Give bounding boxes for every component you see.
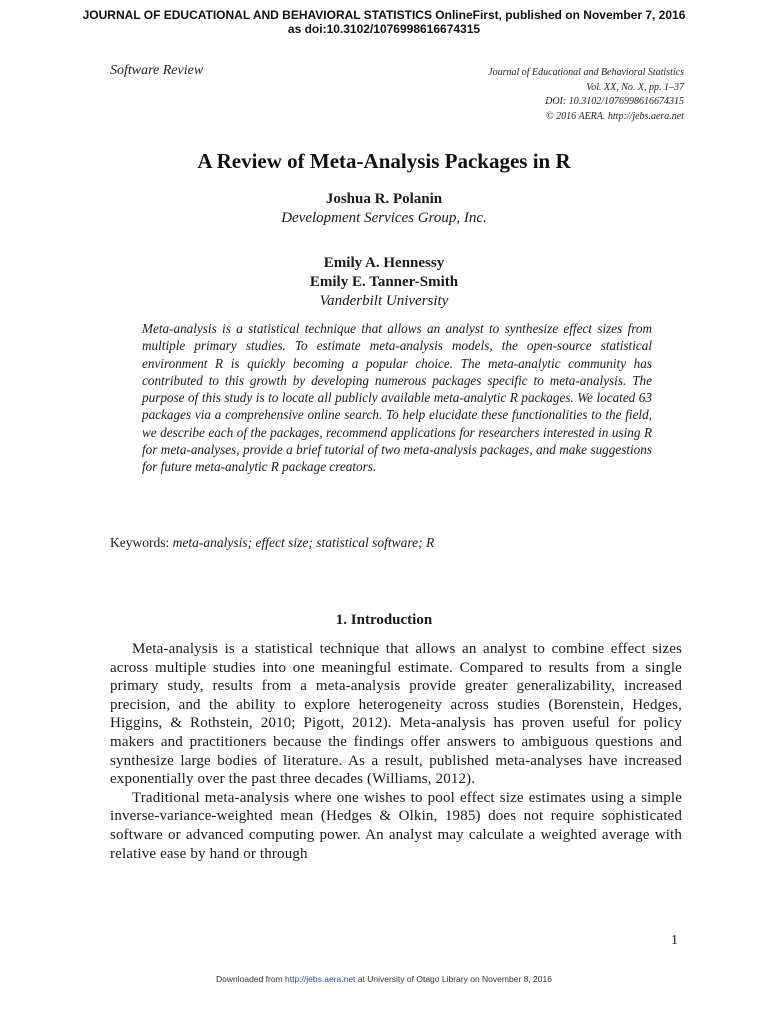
keywords	[110, 535, 670, 551]
author-name: Emily E. Tanner-Smith	[309, 274, 459, 290]
journal-copyright: © 2016 AERA. http://jebs.aera.net	[546, 110, 684, 122]
keywords-label: Keywords:	[110, 535, 170, 550]
footer-link[interactable]: http://jebs.aera.net	[285, 974, 356, 984]
author-group-2	[0, 254, 768, 311]
author-affiliation: Development Services Group, Inc.	[281, 210, 487, 226]
page-number: 1	[671, 933, 678, 948]
body-paragraph: Meta-analysis is a statistical technique that allows an analyst to combine effect sizes across multiple studies into one meaningful estimate. Compared to results from a single primary study, results from a meta-analysis provide greater generalizability, increased precision, and the ability to explore heterogeneity across studies (Borenstein, Hedges, Higgins, & Rothstein, 2010; Pigott, 2012). Meta-analysis has proven useful for policy makers and practitioners because the findings offer answers to ambiguous questions and synthesize large bodies of literature. As a result, published meta-analyses have increased exponentially over the past three decades (Williams, 2012).	[110, 641, 682, 788]
footer-suffix: at University of Otago Library on November 8, 2016	[355, 974, 552, 984]
journal-info	[488, 66, 684, 124]
banner-line-1: JOURNAL OF EDUCATIONAL AND BEHAVIORAL STATISTICS OnlineFirst, published on November 7, 2016	[82, 8, 686, 22]
journal-name: Journal of Educational and Behavioral Statistics	[488, 67, 684, 78]
banner-line-2: as doi:10.3102/1076998616674315	[287, 22, 481, 36]
journal-volume: Vol. XX, No. X, pp. 1–37	[586, 81, 684, 93]
author-name: Joshua R. Polanin	[325, 191, 443, 207]
introduction-body	[110, 640, 682, 863]
footer-prefix: Downloaded from	[216, 974, 285, 984]
abstract: Meta-analysis is a statistical technique that allows an analyst to synthesize effect sizes from multiple primary studies. To estimate meta-analysis models, the open-source statistical environment R is quickly becoming a popular choice. The meta-analytic community has contributed to this growth by developing numerous packages specific to meta-analysis. The purpose of this study is to locate all publicly available meta-analytic R packages. We located 63 packages via a comprehensive online search. To help elucidate these functionalities to the field, we describe each of the packages, recommend applications for researchers interested in using R for meta-analyses, provide a brief tutorial of two meta-analysis packages, and make suggestions for future meta-analytic R package creators.	[142, 321, 652, 475]
online-first-banner	[0, 8, 768, 36]
body-paragraph: Traditional meta-analysis where one wishes to pool effect size estimates using a simple inverse-variance-weighted mean (Hedges & Olkin, 1985) does not require sophisticated software or advanced computing power. An analyst may calculate a weighted average with relative ease by hand or through	[110, 789, 682, 862]
download-footer	[0, 974, 768, 984]
author-group-1	[0, 190, 768, 228]
author-name: Emily A. Hennessy	[323, 255, 445, 271]
section-label: Software Review	[110, 63, 204, 78]
article-title: A Review of Meta-Analysis Packages in R	[197, 149, 571, 173]
journal-doi: DOI: 10.3102/1076998616674315	[545, 96, 684, 107]
section-heading-introduction: 1. Introduction	[335, 612, 433, 628]
keywords-list: meta-analysis; effect size; statistical software; R	[172, 535, 435, 550]
author-affiliation: Vanderbilt University	[319, 293, 449, 309]
